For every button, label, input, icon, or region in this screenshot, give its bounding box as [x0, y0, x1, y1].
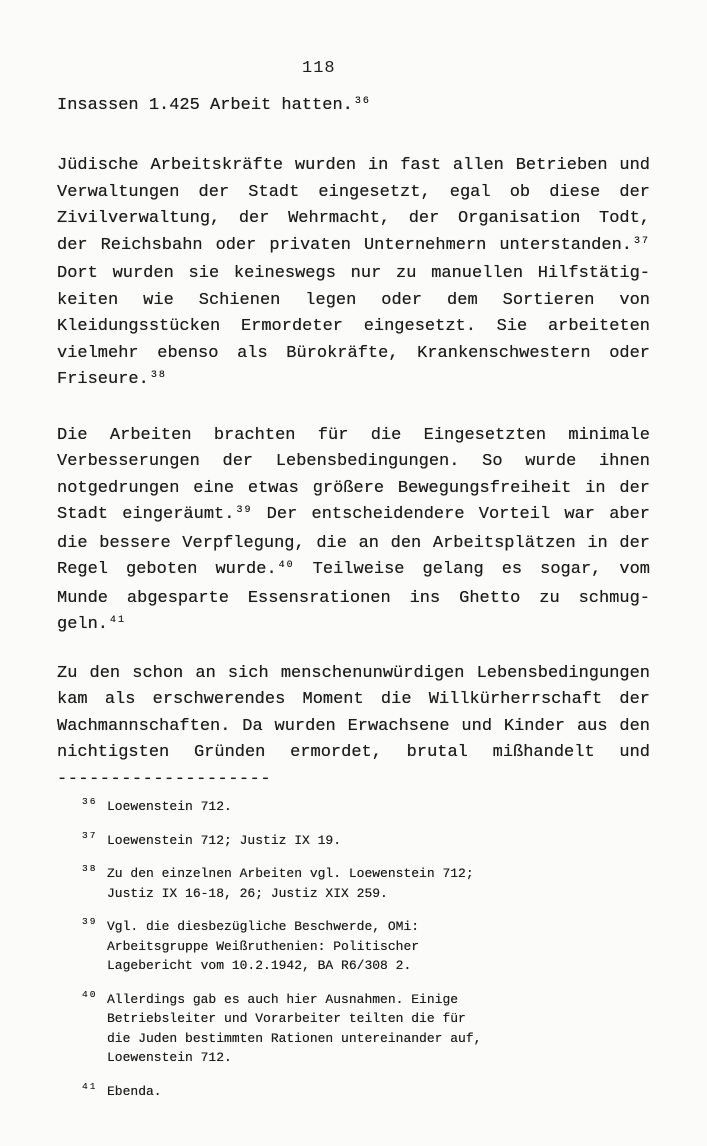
footnote-marker: 40 — [82, 988, 98, 1000]
paragraph — [57, 93, 650, 122]
footnote-ref: 36 — [354, 95, 371, 107]
footnote-body — [107, 917, 650, 976]
footnote-marker: 36 — [82, 796, 98, 807]
footnote-marker: 39 — [82, 916, 98, 927]
footnote-separator: -------------------- — [57, 769, 272, 789]
footnote-line: Ebenda. — [107, 1083, 162, 1099]
page-header — [57, 56, 650, 83]
footnote-ref: 40 — [278, 560, 295, 571]
text-line: Regel geboten wurde. 40 Teilweise gelang es sogar, vom — [57, 557, 650, 586]
text-line: Friseure. 38 — [57, 367, 650, 396]
footnote-body — [107, 864, 650, 903]
text-line: Verwaltungen der Stadt eingesetzt, egal ob diese der — [57, 182, 650, 202]
text-line: Verbesserungen der Lebensbedingungen. So wurde ihnen — [57, 452, 650, 471]
page-number: 118 — [302, 59, 336, 78]
footnote-line: Arbeitsgruppe Weißruthenien: Politischer — [107, 938, 420, 954]
text-line: nichtigsten Gründen ermordet, brutal mißhandelt und — [57, 743, 650, 762]
text-line: Insassen 1.425 Arbeit hatten. 36 — [57, 93, 650, 122]
footnote-body — [107, 990, 650, 1068]
footnote — [82, 864, 650, 903]
text-line: Zu den schon an sich menschenunwürdigen Lebensbedingungen — [57, 663, 650, 683]
footnote-line: Allerdings gab es auch hier Ausnahmen. Einige — [107, 991, 459, 1007]
text-line: Stadt eingeräumt. 39 Der entscheidendere Vorteil war aber — [57, 502, 650, 531]
text-line: Dort wurden sie keineswegs nur zu manuellen Hilfstätig- — [57, 264, 650, 283]
paragraph — [57, 153, 650, 396]
text-line: vielmehr ebenso als Bürokräfte, Krankenschwestern oder — [57, 343, 650, 363]
footnote — [82, 990, 650, 1068]
footnote-body — [107, 1082, 650, 1102]
footnote-ref: 41 — [110, 615, 127, 626]
footnote-line: die Juden bestimmten Rationen untereinander auf, — [107, 1030, 482, 1046]
footnote-line: Lagebericht vom 10.2.1942, BA R6/308 2. — [107, 958, 412, 973]
paragraph — [57, 661, 650, 767]
text-line: Kleidungsstücken Ermordeter eingesetzt. Sie arbeiteten — [57, 317, 650, 336]
text-line: Jüdische Arbeitskräfte wurden in fast allen Betrieben und — [57, 156, 650, 175]
text-line: notgedrungen eine etwas größere Bewegungsfreiheit in der — [57, 478, 650, 498]
footnote-marker: 41 — [82, 1080, 98, 1092]
footnote-marker: 37 — [82, 829, 98, 841]
text-line: Munde abgesparte Essensrationen ins Ghetto zu schmug- — [57, 588, 650, 608]
footnote-line: Loewenstein 712; Justiz IX 19. — [107, 832, 342, 848]
footnote-body — [107, 797, 650, 817]
footnote — [82, 1082, 650, 1102]
footnote-line: Zu den einzelnen Arbeiten vgl. Loewenstein 712; — [107, 866, 474, 881]
text-line: Die Arbeiten brachten für die Eingesetzten minimale — [57, 425, 650, 445]
footnote — [82, 797, 650, 817]
footnote-ref: 39 — [236, 505, 253, 516]
footnote — [82, 831, 650, 851]
footnote — [82, 917, 650, 976]
paragraph — [57, 423, 650, 641]
footnote-marker: 38 — [82, 863, 98, 874]
text-line: kam als erschwerendes Moment die Willkürherrschaft der — [57, 690, 650, 709]
footnote-line: Loewenstein 712. — [107, 1050, 232, 1065]
footnote-ref: 38 — [150, 370, 167, 381]
footnote-line: Betriebsleiter und Vorarbeiter teilten die für — [107, 1011, 466, 1026]
footnote-line: Vgl. die diesbezügliche Beschwerde, OMi: — [107, 919, 420, 934]
footnote-line: Justiz IX 16-18, 26; Justiz XIX 259. — [107, 885, 388, 901]
body-text — [57, 93, 650, 767]
footnote-body — [107, 831, 650, 851]
text-line: Wachmannschaften. Da wurden Erwachsene und Kinder aus den — [57, 716, 650, 736]
text-line: der Reichsbahn oder privaten Unternehmern unterstanden. 37 — [57, 233, 650, 262]
text-line: die bessere Verpflegung, die an den Arbeitsplätzen in der — [57, 533, 650, 553]
text-line: geln. 41 — [57, 612, 650, 641]
text-line: keiten wie Schienen legen oder dem Sortieren von — [57, 290, 650, 310]
footnotes-section — [57, 797, 650, 1101]
footnote-ref: 37 — [633, 235, 650, 247]
footnote-line: Loewenstein 712. — [107, 799, 232, 814]
text-line: Zivilverwaltung, der Wehrmacht, der Organisation Todt, — [57, 209, 650, 228]
